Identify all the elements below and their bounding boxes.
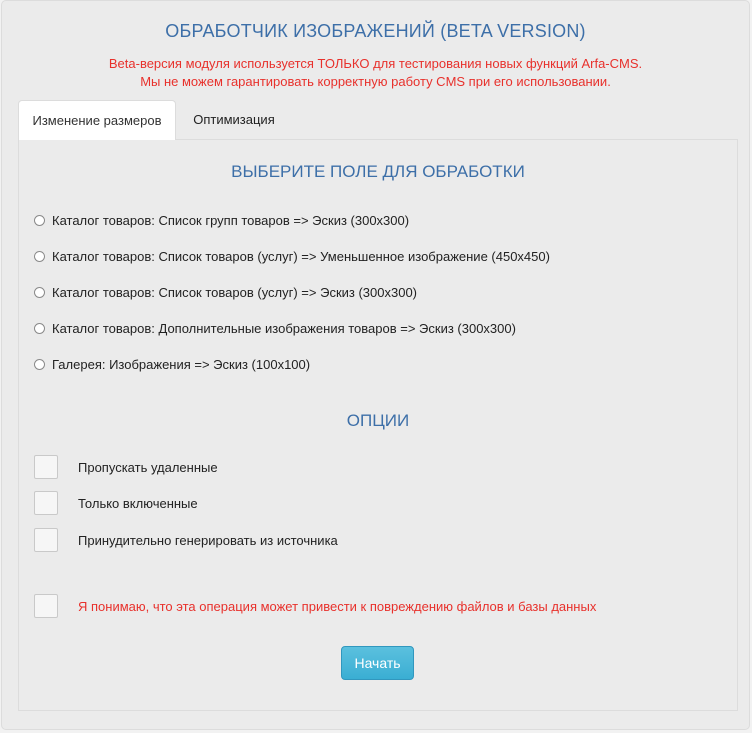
field-option-product-thumbnail[interactable] xyxy=(34,283,417,301)
radio-button[interactable] xyxy=(34,251,45,262)
tab-resize[interactable]: Изменение размеров xyxy=(18,100,176,140)
tab-panel-resize xyxy=(18,139,738,711)
beta-warning-line-2: Мы не можем гарантировать корректную работу CMS при его использовании. xyxy=(140,74,611,89)
field-option-product-small-image[interactable] xyxy=(34,247,550,265)
field-option-group-thumbnail[interactable] xyxy=(34,211,409,229)
option-force-regenerate[interactable] xyxy=(34,528,338,552)
page-title: ОБРАБОТЧИК ИЗОБРАЖЕНИЙ (BETA VERSION) xyxy=(165,21,586,41)
fields-section-title: ВЫБЕРИТЕ ПОЛЕ ДЛЯ ОБРАБОТКИ xyxy=(231,162,525,181)
field-option-label: Галерея: Изображения => Эскиз (100x100) xyxy=(52,356,311,372)
field-option-label: Каталог товаров: Дополнительные изображения товаров => Эскиз (300x300) xyxy=(52,320,516,336)
radio-button[interactable] xyxy=(34,359,45,370)
field-option-label: Каталог товаров: Список групп товаров => Эскиз (300x300) xyxy=(52,212,410,228)
start-button[interactable]: Начать xyxy=(341,646,414,680)
option-only-enabled[interactable] xyxy=(34,491,198,515)
option-label: Пропускать удаленные xyxy=(78,459,218,475)
radio-button[interactable] xyxy=(34,215,45,226)
beta-warning-line-1: Beta-версия модуля используется ТОЛЬКО для тестирования новых функций Arfa-CMS. xyxy=(108,56,643,71)
options-section-title: ОПЦИИ xyxy=(346,411,410,430)
image-processor-window xyxy=(1,0,750,730)
checkbox[interactable] xyxy=(34,594,58,618)
field-option-label: Каталог товаров: Список товаров (услуг) => Уменьшенное изображение (450x450) xyxy=(52,248,550,264)
option-label: Принудительно генерировать из источника xyxy=(78,532,338,548)
radio-button[interactable] xyxy=(34,323,45,334)
option-skip-deleted[interactable] xyxy=(34,455,218,479)
radio-button[interactable] xyxy=(34,287,45,298)
checkbox[interactable] xyxy=(34,528,58,552)
field-option-label: Каталог товаров: Список товаров (услуг) => Эскиз (300x300) xyxy=(52,284,418,300)
checkbox[interactable] xyxy=(34,491,58,515)
checkbox[interactable] xyxy=(34,455,58,479)
option-label: Только включенные xyxy=(78,495,198,511)
confirm-risk-checkbox-row[interactable] xyxy=(34,594,596,618)
tab-optimization[interactable]: Оптимизация xyxy=(193,112,275,127)
field-option-gallery-thumbnail[interactable] xyxy=(34,355,310,373)
field-option-extra-images-thumbnail[interactable] xyxy=(34,319,516,337)
confirm-risk-label: Я понимаю, что эта операция может привести к повреждению файлов и базы данных xyxy=(78,598,597,614)
